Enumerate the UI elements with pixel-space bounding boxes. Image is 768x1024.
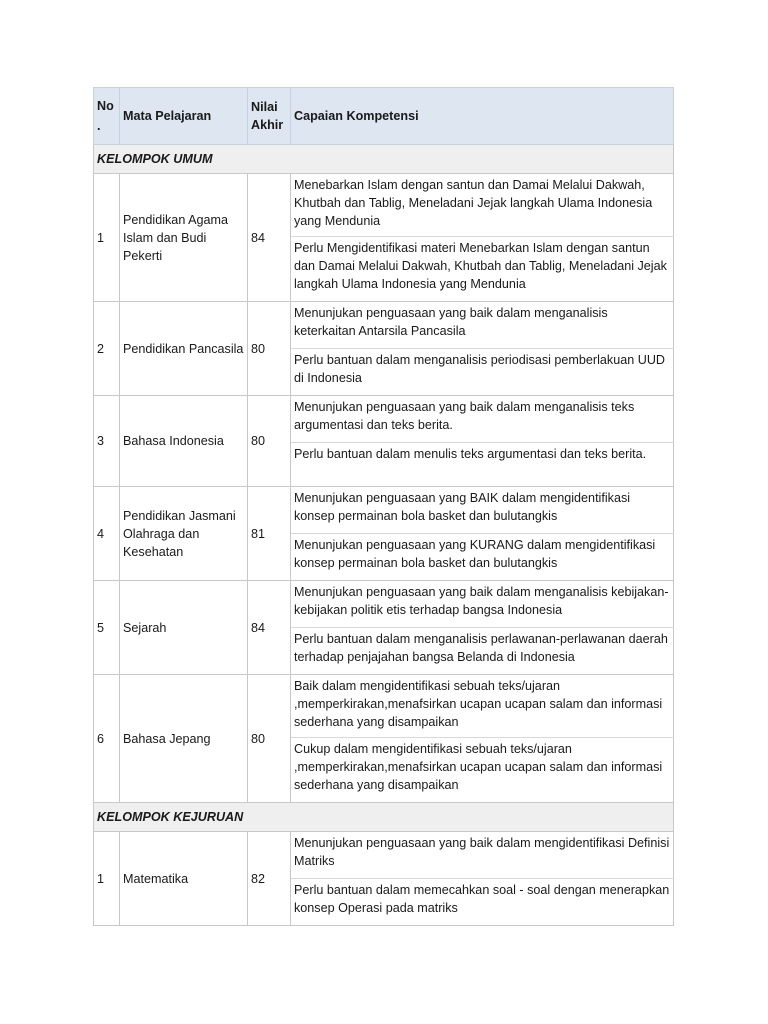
group-title: KELOMPOK UMUM [94,145,674,174]
subject-number: 5 [94,581,120,675]
subject-number: 1 [94,174,120,302]
header-subject: Mata Pelajaran [120,88,248,145]
subject-name: Matematika [120,832,248,926]
header-no: No . [94,88,120,145]
subject-row [94,302,674,349]
subject-row [94,174,674,237]
group-title: KELOMPOK KEJURUAN [94,803,674,832]
competency-improvement: Cukup dalam mengidentifikasi sebuah teks/ujaran ,memperkirakan,menafsirkan ucapan ucapan salam dan informasi sederhana yang disampaikan [291,738,674,803]
competency-improvement: Perlu Mengidentifikasi materi Menebarkan Islam dengan santun dan Damai Melalui Dakwah, Khutbah dan Tablig, Meneladani Jejak langkah Ulama Indonesia yang Mendunia [291,237,674,302]
competency-achievement: Menunjukan penguasaan yang baik dalam menganalisis kebijakan-kebijakan politik etis terhadap bangsa Indonesia [291,581,674,628]
subject-row [94,396,674,443]
competency-improvement: Perlu bantuan dalam menulis teks argumentasi dan teks berita. [291,443,674,487]
subject-number: 6 [94,675,120,803]
group-header-row [94,145,674,174]
subject-row [94,832,674,879]
competency-improvement: Menunjukan penguasaan yang KURANG dalam mengidentifikasi konsep permainan bola basket dan bulutangkis [291,534,674,581]
header-grade: Nilai Akhir [248,88,291,145]
subject-grade: 80 [248,396,291,487]
group-header-row [94,803,674,832]
subject-grade: 82 [248,832,291,926]
subject-name: Pendidikan Agama Islam dan Budi Pekerti [120,174,248,302]
subject-grade: 84 [248,581,291,675]
subject-name: Pendidikan Pancasila [120,302,248,396]
subject-grade: 80 [248,302,291,396]
subject-number: 3 [94,396,120,487]
subject-number: 2 [94,302,120,396]
competency-improvement: Perlu bantuan dalam menganalisis perlawanan-perlawanan daerah terhadap penjajahan bangsa Belanda di Indonesia [291,628,674,675]
subject-name: Pendidikan Jasmani Olahraga dan Kesehatan [120,487,248,581]
subject-grade: 80 [248,675,291,803]
competency-achievement: Baik dalam mengidentifikasi sebuah teks/ujaran ,memperkirakan,menafsirkan ucapan ucapan salam dan informasi sederhana yang disampaikan [291,675,674,738]
subject-number: 4 [94,487,120,581]
competency-achievement: Menunjukan penguasaan yang baik dalam menganalisis keterkaitan Antarsila Pancasila [291,302,674,349]
subject-row [94,487,674,534]
subject-row [94,675,674,738]
subject-number: 1 [94,832,120,926]
report-card-table [93,87,674,926]
competency-achievement: Menebarkan Islam dengan santun dan Damai Melalui Dakwah, Khutbah dan Tablig, Meneladani Jejak langkah Ulama Indonesia yang Mendunia [291,174,674,237]
subject-name: Sejarah [120,581,248,675]
competency-improvement: Perlu bantuan dalam memecahkan soal - soal dengan menerapkan konsep Operasi pada matriks [291,879,674,926]
subject-grade: 84 [248,174,291,302]
header-competency: Capaian Kompetensi [291,88,674,145]
competency-improvement: Perlu bantuan dalam menganalisis periodisasi pemberlakuan UUD di Indonesia [291,349,674,396]
report-table-body [94,88,674,926]
table-header-row [94,88,674,145]
competency-achievement: Menunjukan penguasaan yang baik dalam menganalisis teks argumentasi dan teks berita. [291,396,674,443]
competency-achievement: Menunjukan penguasaan yang baik dalam mengidentifikasi Definisi Matriks [291,832,674,879]
subject-name: Bahasa Indonesia [120,396,248,487]
competency-achievement: Menunjukan penguasaan yang BAIK dalam mengidentifikasi konsep permainan bola basket dan bulutangkis [291,487,674,534]
subject-row [94,581,674,628]
subject-name: Bahasa Jepang [120,675,248,803]
subject-grade: 81 [248,487,291,581]
